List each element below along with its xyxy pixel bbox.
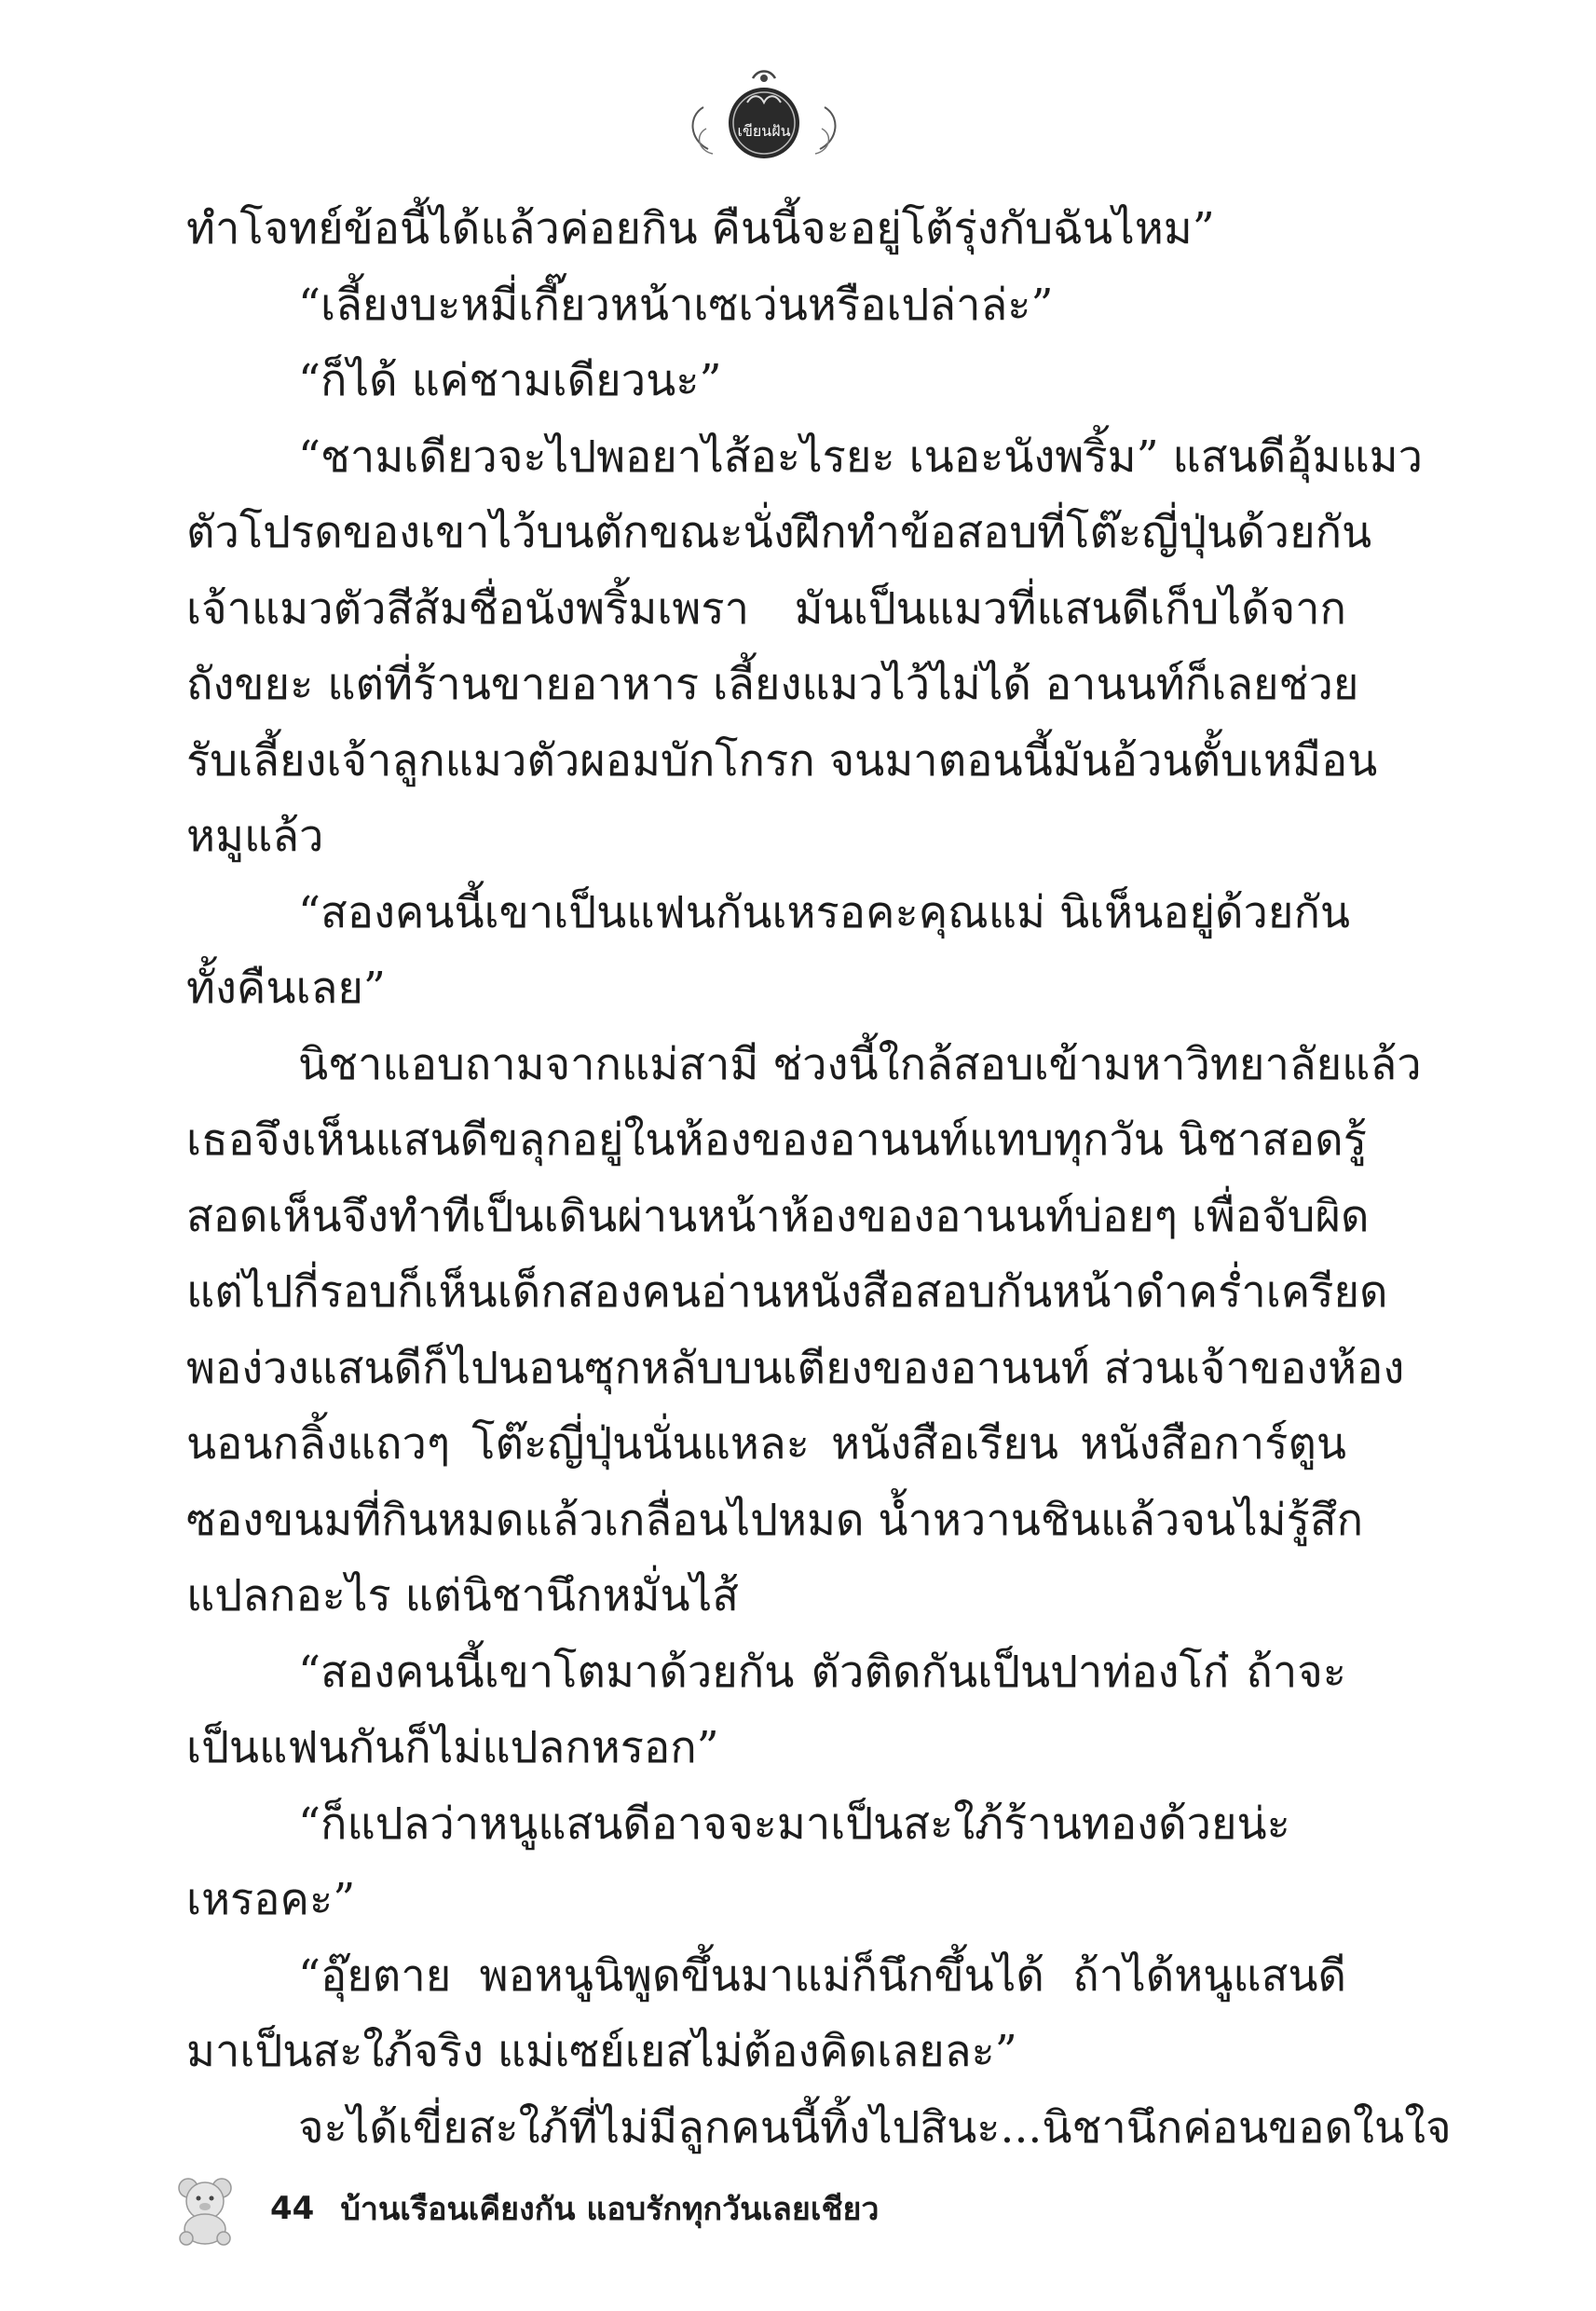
ornament-logo-icon: [680, 65, 848, 168]
text-line: นิชาแอบถามจากแม่สามี ช่วงนี้ใกล้สอบเข้ามหาวิทยาลัยแล้ว: [298, 1038, 1422, 1090]
book-title: บ้านเรือนเคียงกัน แอบรักทุกวันเลยเชียว: [340, 2191, 880, 2228]
text-line: “สองคนนี้เขาโตมาด้วยกัน ตัวติดกันเป็นปาท่องโก๋ ถ้าจะ: [298, 1646, 1346, 1698]
text-line: “สองคนนี้เขาเป็นแฟนกันเหรอคะคุณแม่ นิเห็นอยู่ด้วยกัน: [298, 886, 1351, 938]
logo-text: เขียนฝัน: [737, 122, 791, 140]
text-line: สอดเห็นจึงทำทีเป็นเดินผ่านหน้าห้องของอานนท์บ่อยๆ เพื่อจับผิด: [186, 1190, 1370, 1242]
publisher-logo: [680, 65, 848, 168]
text-line: จะได้เขี่ยสะใภ้ที่ไม่มีลูกคนนี้ทิ้งไปสินะ...นิชานึกค่อนขอดในใจ: [298, 2101, 1452, 2154]
text-line: ซองขนมที่กินหมดแล้วเกลื่อนไปหมด น้ำหวานชินแล้วจนไม่รู้สึก: [186, 1494, 1364, 1546]
teddy-bear-icon: [168, 2171, 242, 2246]
text-line: “เลี้ยงบะหมี่เกี๊ยวหน้าเซเว่นหรือเปล่าล่ะ”: [298, 279, 1054, 331]
text-line: “ก็แปลว่าหนูแสนดีอาจจะมาเป็นสะใภ้ร้านทองด้วยน่ะ: [298, 1798, 1290, 1850]
text-line: นอนกลิ้งแถวๆ โต๊ะญี่ปุ่นนั่นแหละ หนังสือเรียน หนังสือการ์ตูน: [186, 1418, 1346, 1470]
text-line: แปลกอะไร แต่นิชานึกหมั่นไส้: [186, 1570, 739, 1621]
text-line: ตัวโปรดของเขาไว้บนตักขณะนั่งฝึกทำข้อสอบที่โต๊ะญี่ปุ่นด้วยกัน: [186, 507, 1372, 558]
page-footer: [168, 2167, 1006, 2250]
text-line: เธอจึงเห็นแสนดีขลุกอยู่ในห้องของอานนท์แทบทุกวัน นิชาสอดรู้: [186, 1114, 1367, 1166]
text-line: “อุ๊ยตาย พอหนูนิพูดขึ้นมาแม่ก็นึกขึ้นได้ ถ้าได้หนูแสนดี: [298, 1949, 1346, 2002]
text-line: ทั้งคืนเลย”: [186, 963, 386, 1014]
text-line: เป็นแฟนกันก็ไม่แปลกหรอก”: [186, 1722, 719, 1773]
text-line: มาเป็นสะใภ้จริง แม่เซย์เยสไม่ต้องคิดเลยละ”: [186, 2026, 1017, 2077]
page-number: 44: [270, 2190, 315, 2227]
text-line: พอง่วงแสนดีก็ไปนอนซุกหลับบนเตียงของอานนท์ ส่วนเจ้าของห้อง: [186, 1342, 1405, 1394]
text-line: เจ้าแมวตัวสีส้มชื่อนังพริ้มเพรา มันเป็นแมวที่แสนดีเก็บได้จาก: [186, 582, 1346, 635]
text-line: แต่ไปกี่รอบก็เห็นเด็กสองคนอ่านหนังสือสอบกันหน้าดำคร่ำเครียด: [186, 1266, 1388, 1318]
text-line: เหรอคะ”: [186, 1874, 356, 1925]
text-line: หมูแล้ว: [186, 811, 324, 862]
text-line: “ชามเดียวจะไปพอยาไส้อะไรยะ เนอะนังพริ้ม” แสนดีอุ้มแมว: [298, 431, 1424, 483]
body-text: [186, 191, 1452, 2166]
text-line: ถังขยะ แต่ที่ร้านขายอาหาร เลี้ยงแมวไว้ไม่ได้ อานนท์ก็เลยช่วย: [186, 659, 1359, 710]
text-line: รับเลี้ยงเจ้าลูกแมวตัวผอมบักโกรก จนมาตอนนี้มันอ้วนตั้บเหมือน: [186, 734, 1378, 786]
text-line: ทำโจทย์ข้อนี้ได้แล้วค่อยกิน คืนนี้จะอยู่โต้รุ่งกับฉันไหม”: [186, 203, 1215, 254]
text-line: “ก็ได้ แค่ชามเดียวนะ”: [298, 355, 722, 406]
